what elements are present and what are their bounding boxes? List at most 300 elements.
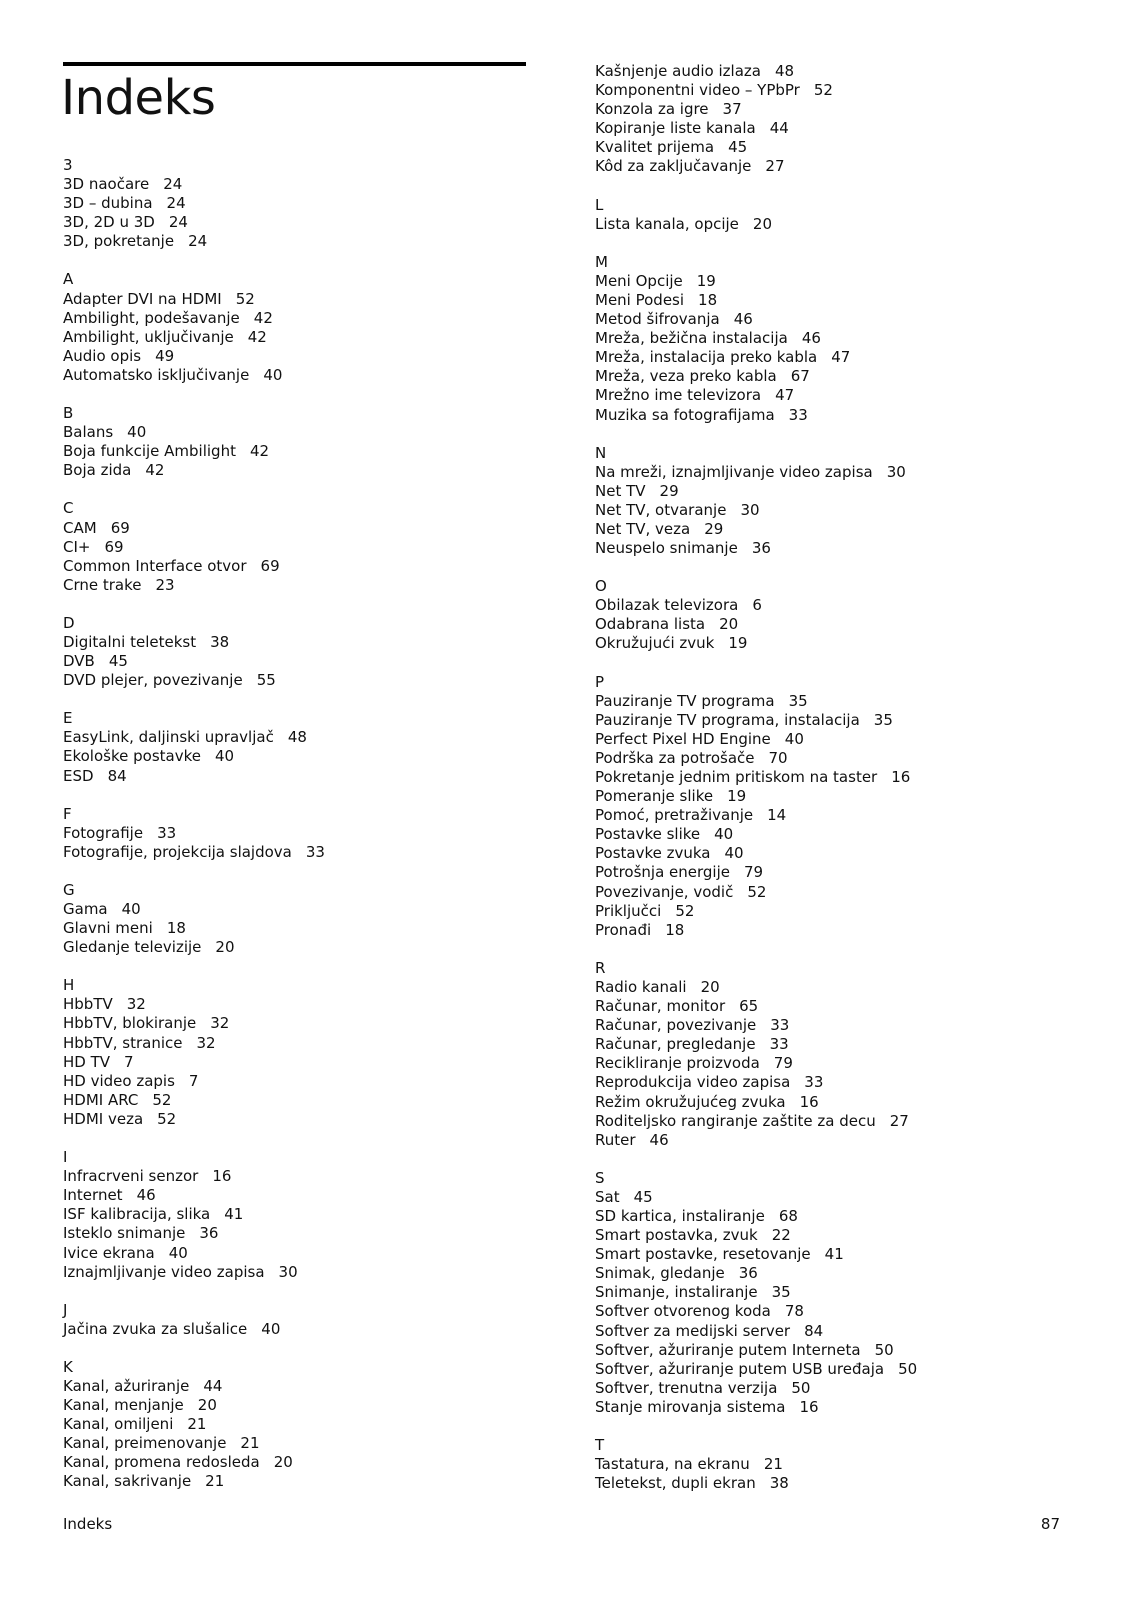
section-letter: E: [63, 709, 73, 728]
entry-term: Recikliranje proizvoda: [595, 1054, 760, 1073]
entry-term: 3D naočare: [63, 175, 150, 194]
entry-term: Gledanje televizije: [63, 938, 202, 957]
entry-page-number: 70: [768, 748, 788, 767]
entry-term: Komponentni video – YPbPr: [595, 81, 800, 100]
entry-page-number: 45: [728, 138, 748, 157]
page-number: 87: [1040, 1515, 1060, 1533]
entry-term: Postavke slike: [595, 825, 701, 844]
section-letter: M: [595, 252, 608, 271]
index-entry[interactable]: [63, 1377, 533, 1396]
entry-page-number: 20: [700, 977, 720, 996]
index-entry[interactable]: [63, 1453, 533, 1472]
entry-page-number: 20: [273, 1453, 293, 1472]
index-entry[interactable]: [63, 1434, 533, 1453]
entry-page-number: 40: [127, 423, 147, 442]
entry-page-number: 32: [210, 1014, 230, 1033]
index-section: [63, 499, 533, 594]
index-entry[interactable]: [595, 844, 1115, 863]
index-section: [63, 805, 533, 862]
entry-page-number: 18: [665, 920, 685, 939]
index-entry[interactable]: [595, 119, 1115, 138]
entry-term: 3D, 2D u 3D: [63, 213, 155, 232]
entry-page-number: 20: [752, 214, 772, 233]
entry-term: DVD plejer, povezivanje: [63, 671, 243, 690]
entry-term: Meni Podesi: [595, 290, 685, 309]
entry-page-number: 20: [215, 938, 235, 957]
entry-page-number: 50: [898, 1359, 918, 1378]
index-entry[interactable]: [63, 1263, 533, 1282]
section-letter: 3: [63, 156, 73, 174]
index-entry[interactable]: [595, 406, 1115, 425]
entry-term: Crne trake: [63, 575, 142, 594]
index-entry[interactable]: [595, 596, 1115, 615]
entry-term: CAM: [63, 518, 97, 537]
index-entry[interactable]: [63, 671, 533, 690]
entry-term: Ivice ekrana: [63, 1243, 155, 1262]
index-entry[interactable]: [595, 1360, 1115, 1379]
entry-page-number: 38: [769, 1474, 789, 1493]
index-entry[interactable]: [595, 157, 1115, 176]
entry-page-number: 16: [799, 1397, 819, 1416]
index-section: [63, 976, 533, 1129]
index-entry[interactable]: [595, 310, 1115, 329]
index-entry[interactable]: [595, 367, 1115, 386]
entry-page-number: 27: [889, 1111, 909, 1130]
entry-term: Kopiranje liste kanala: [595, 119, 756, 138]
section-letter: L: [595, 195, 604, 214]
entry-term: Ambilight, podešavanje: [63, 308, 240, 327]
index-entry[interactable]: [63, 747, 533, 766]
entry-term: Obilazak televizora: [595, 596, 739, 615]
index-entry[interactable]: [63, 1014, 533, 1033]
index-entry[interactable]: [63, 919, 533, 938]
entry-page-number: 33: [804, 1073, 824, 1092]
index-entry[interactable]: [63, 1053, 533, 1072]
entry-page-number: 20: [719, 615, 739, 634]
index-entry[interactable]: [63, 1205, 533, 1224]
entry-page-number: 30: [740, 500, 760, 519]
index-entry[interactable]: [595, 1264, 1115, 1283]
entry-term: Kanal, menjanje: [63, 1396, 184, 1415]
entry-term: Podrška za potrošače: [595, 748, 755, 767]
entry-term: Radio kanali: [595, 977, 687, 996]
entry-term: Ruter: [595, 1130, 636, 1149]
index-entry[interactable]: [63, 366, 533, 385]
index-entry[interactable]: [595, 1188, 1115, 1207]
index-entry[interactable]: [63, 213, 533, 232]
entry-page-number: 23: [155, 575, 175, 594]
index-entry[interactable]: [595, 272, 1115, 291]
entry-term: Kanal, sakrivanje: [63, 1472, 192, 1491]
entry-term: Jačina zvuka za slušalice: [63, 1319, 248, 1338]
entry-page-number: 84: [804, 1321, 824, 1340]
index-section: [595, 196, 1115, 234]
entry-term: Na mreži, iznajmljivanje video zapisa: [595, 462, 873, 481]
index-entry[interactable]: [63, 175, 533, 194]
entry-page-number: 24: [168, 213, 188, 232]
entry-page-number: 33: [305, 842, 325, 861]
entry-term: Konzola za igre: [595, 100, 709, 119]
entry-page-number: 38: [210, 632, 230, 651]
entry-term: Računar, pregledanje: [595, 1035, 756, 1054]
entry-term: Boja funkcije Ambilight: [63, 442, 236, 461]
entry-page-number: 52: [157, 1109, 177, 1128]
index-entry[interactable]: [595, 1474, 1115, 1493]
index-section: [63, 404, 533, 480]
entry-term: HDMI veza: [63, 1109, 144, 1128]
entry-term: Potrošnja energije: [595, 863, 730, 882]
entry-term: Snimak, gledanje: [595, 1264, 725, 1283]
entry-term: Metod šifrovanja: [595, 310, 720, 329]
entry-page-number: 48: [774, 62, 795, 80]
entry-page-number: 36: [738, 1264, 758, 1283]
entry-term: Net TV: [595, 481, 646, 500]
entry-term: Internet: [63, 1186, 123, 1205]
entry-term: Fotografije: [63, 823, 144, 842]
index-entry[interactable]: [63, 1320, 533, 1339]
section-letter: T: [595, 1436, 605, 1454]
entry-term: Mrežno ime televizora: [595, 386, 762, 405]
entry-page-number: 35: [788, 691, 808, 710]
section-letter: R: [595, 958, 606, 977]
entry-page-number: 24: [163, 175, 183, 194]
entry-term: Softver, trenutna verzija: [595, 1378, 778, 1397]
entry-term: Pomoć, pretraživanje: [595, 806, 754, 825]
index-entry[interactable]: [63, 900, 533, 919]
index-entry[interactable]: [63, 728, 533, 747]
entry-page-number: 41: [224, 1205, 244, 1224]
index-entry[interactable]: [63, 824, 533, 843]
entry-page-number: 42: [145, 461, 165, 480]
entry-page-number: 69: [110, 518, 130, 537]
index-entry[interactable]: [595, 1073, 1115, 1092]
entry-page-number: 46: [649, 1130, 669, 1149]
entry-term: Ambilight, uključivanje: [63, 327, 234, 346]
index-entry[interactable]: [595, 1016, 1115, 1035]
index-entry[interactable]: [595, 520, 1115, 539]
index-entry[interactable]: [595, 1093, 1115, 1112]
entry-page-number: 52: [152, 1090, 172, 1109]
entry-term: Softver, ažuriranje putem USB uređaja: [595, 1359, 885, 1378]
entry-page-number: 36: [199, 1224, 219, 1243]
index-entry[interactable]: [63, 442, 533, 461]
entry-term: Adapter DVI na HDMI: [63, 289, 222, 308]
index-entry[interactable]: [63, 1186, 533, 1205]
index-entry[interactable]: [595, 1398, 1115, 1417]
index-entry[interactable]: [595, 1245, 1115, 1264]
entry-page-number: 78: [784, 1302, 804, 1321]
entry-term: CI+: [63, 537, 91, 556]
index-entry[interactable]: [63, 1110, 533, 1129]
index-entry[interactable]: [595, 100, 1115, 119]
entry-page-number: 48: [287, 728, 307, 747]
entry-term: Teletekst, dupli ekran: [595, 1474, 756, 1493]
index-entry[interactable]: [63, 1396, 533, 1415]
index-entry[interactable]: [63, 1167, 533, 1186]
entry-page-number: 32: [126, 995, 146, 1014]
index-entry[interactable]: [63, 652, 533, 671]
index-entry[interactable]: [595, 463, 1115, 482]
entry-page-number: 21: [187, 1415, 207, 1434]
section-letter: A: [63, 270, 74, 289]
entry-term: Softver otvorenog koda: [595, 1302, 771, 1321]
entry-term: Gama: [63, 900, 108, 918]
index-entry[interactable]: [595, 863, 1115, 882]
section-letter: P: [595, 672, 605, 691]
entry-term: Postavke zvuka: [595, 844, 711, 863]
index-entry[interactable]: [595, 921, 1115, 940]
index-entry[interactable]: [595, 482, 1115, 501]
entry-term: Ekološke postavke: [63, 747, 201, 766]
entry-page-number: 44: [203, 1376, 223, 1395]
index-section: [595, 959, 1115, 1150]
entry-page-number: 18: [698, 290, 718, 309]
entry-page-number: 50: [874, 1340, 894, 1359]
index-entry[interactable]: [595, 787, 1115, 806]
entry-page-number: 27: [765, 157, 785, 176]
entry-term: Perfect Pixel HD Engine: [595, 729, 771, 748]
index-entry[interactable]: [595, 81, 1115, 100]
index-entry[interactable]: [595, 806, 1115, 825]
section-letter: J: [63, 1300, 68, 1319]
entry-page-number: 29: [659, 481, 679, 500]
index-entry[interactable]: [595, 615, 1115, 634]
index-section: [63, 1301, 533, 1339]
index-entry[interactable]: [595, 291, 1115, 310]
entry-term: Kanal, omiljeni: [63, 1415, 174, 1434]
index-entry[interactable]: [595, 711, 1115, 730]
entry-term: Sat: [595, 1187, 620, 1206]
index-entry[interactable]: [595, 1283, 1115, 1302]
entry-page-number: 7: [188, 1071, 199, 1090]
entry-term: Odabrana lista: [595, 615, 706, 634]
index-entry[interactable]: [595, 1226, 1115, 1245]
index-entry[interactable]: [595, 749, 1115, 768]
entry-term: Mreža, instalacija preko kabla: [595, 348, 818, 367]
index-section: [63, 1358, 533, 1492]
entry-page-number: 49: [155, 346, 175, 365]
index-entry[interactable]: [63, 232, 533, 251]
index-entry[interactable]: [63, 576, 533, 595]
entry-page-number: 47: [831, 348, 851, 367]
index-section: [63, 156, 533, 251]
index-column-left: [63, 156, 533, 1511]
index-entry[interactable]: [595, 348, 1115, 367]
entry-term: Pronađi: [595, 920, 652, 939]
entry-page-number: 29: [704, 519, 724, 538]
index-entry[interactable]: [63, 1472, 533, 1491]
index-entry[interactable]: [595, 1322, 1115, 1341]
entry-page-number: 30: [886, 462, 906, 481]
entry-page-number: 40: [168, 1243, 188, 1262]
index-entry[interactable]: [63, 938, 533, 957]
entry-term: Mreža, bežična instalacija: [595, 329, 788, 348]
entry-page-number: 22: [771, 1226, 791, 1245]
entry-page-number: 20: [197, 1396, 217, 1415]
entry-page-number: 40: [724, 844, 744, 863]
index-entry[interactable]: [595, 768, 1115, 787]
entry-page-number: 52: [235, 289, 255, 308]
entry-page-number: 47: [775, 386, 795, 405]
entry-term: HDMI ARC: [63, 1090, 139, 1109]
entry-page-number: 36: [751, 539, 771, 558]
index-entry[interactable]: [63, 461, 533, 480]
index-entry[interactable]: [63, 347, 533, 366]
entry-page-number: 21: [205, 1472, 225, 1491]
index-entry[interactable]: [63, 423, 533, 442]
entry-term: Tastatura, na ekranu: [595, 1455, 750, 1474]
entry-term: Snimanje, instaliranje: [595, 1283, 758, 1302]
entry-page-number: 50: [791, 1378, 811, 1397]
entry-term: DVB: [63, 652, 95, 671]
entry-term: Kanal, preimenovanje: [63, 1434, 227, 1453]
index-entry[interactable]: [63, 1244, 533, 1263]
index-entry[interactable]: [595, 138, 1115, 157]
entry-page-number: 32: [196, 1033, 216, 1052]
entry-term: HD TV: [63, 1052, 111, 1071]
entry-term: Režim okružujućeg zvuka: [595, 1092, 786, 1111]
index-entry[interactable]: [63, 843, 533, 862]
entry-page-number: 40: [714, 825, 734, 844]
entry-term: Iznajmljivanje video zapisa: [63, 1262, 265, 1281]
entry-term: Audio opis: [63, 346, 142, 365]
entry-term: EasyLink, daljinski upravljač: [63, 728, 274, 747]
index-entry[interactable]: [595, 1455, 1115, 1474]
index-entry[interactable]: [63, 1034, 533, 1053]
entry-page-number: 46: [136, 1186, 156, 1205]
entry-term: ESD: [63, 766, 94, 785]
index-entry[interactable]: [63, 194, 533, 213]
section-letter: K: [63, 1357, 73, 1376]
entry-page-number: 42: [253, 308, 273, 327]
index-entry[interactable]: [595, 386, 1115, 405]
index-section: [595, 444, 1115, 559]
entry-term: Automatsko isključivanje: [63, 365, 250, 384]
entry-page-number: 19: [696, 271, 716, 290]
index-entry[interactable]: [63, 1072, 533, 1091]
index-entry[interactable]: [595, 978, 1115, 997]
index-entry[interactable]: [595, 1341, 1115, 1360]
index-entry[interactable]: [63, 519, 533, 538]
entry-term: Povezivanje, vodič: [595, 882, 734, 901]
entry-page-number: 18: [166, 919, 186, 938]
entry-term: Boja zida: [63, 461, 132, 480]
index-entry[interactable]: [595, 1035, 1115, 1054]
index-section: [63, 1148, 533, 1282]
entry-term: Lista kanala, opcije: [595, 214, 739, 233]
entry-page-number: 40: [214, 747, 235, 766]
entry-term: HbbTV, blokiranje: [63, 1014, 197, 1033]
entry-term: Infracrveni senzor: [63, 1167, 199, 1186]
entry-page-number: 42: [249, 442, 270, 461]
index-entry[interactable]: [595, 825, 1115, 844]
index-entry[interactable]: [63, 538, 533, 557]
index-entry[interactable]: [595, 539, 1115, 558]
entry-page-number: 7: [124, 1052, 134, 1071]
entry-page-number: 24: [166, 194, 186, 213]
index-entry[interactable]: [63, 995, 533, 1014]
index-entry[interactable]: [595, 329, 1115, 348]
entry-page-number: 46: [733, 310, 753, 329]
entry-term: ISF kalibracija, slika: [63, 1205, 211, 1224]
index-entry[interactable]: [595, 1112, 1115, 1131]
index-entry[interactable]: [595, 692, 1115, 711]
entry-page-number: 35: [771, 1283, 791, 1302]
index-entry[interactable]: [595, 883, 1115, 902]
index-entry[interactable]: [595, 1379, 1115, 1398]
entry-page-number: 33: [769, 1035, 789, 1054]
section-letter: D: [63, 613, 75, 632]
index-entry[interactable]: [595, 1302, 1115, 1321]
entry-term: 3D, pokretanje: [63, 232, 175, 251]
page-title: Indeks: [61, 70, 216, 126]
index-entry[interactable]: [595, 62, 1115, 81]
entry-page-number: 46: [801, 329, 821, 348]
entry-page-number: 40: [784, 729, 804, 748]
entry-page-number: 16: [212, 1167, 232, 1186]
entry-term: 3D – dubina: [63, 194, 153, 213]
entry-page-number: 40: [121, 900, 141, 918]
index-entry[interactable]: [595, 902, 1115, 921]
index-entry[interactable]: [595, 215, 1115, 234]
section-letter: O: [595, 577, 607, 596]
index-entry[interactable]: [63, 328, 533, 347]
entry-page-number: 37: [722, 100, 742, 119]
entry-term: SD kartica, instaliranje: [595, 1206, 765, 1225]
index-entry[interactable]: [595, 1054, 1115, 1073]
index-entry[interactable]: [63, 767, 533, 786]
entry-term: Kôd za zaključavanje: [595, 157, 752, 176]
entry-term: Računar, povezivanje: [595, 1016, 757, 1035]
index-section: [595, 1436, 1115, 1493]
entry-term: Pauziranje TV programa, instalacija: [595, 710, 860, 729]
index-entry[interactable]: [63, 557, 533, 576]
entry-page-number: 33: [788, 405, 808, 424]
index-entry[interactable]: [63, 633, 533, 652]
index-entry[interactable]: [63, 1415, 533, 1434]
section-letter: B: [63, 404, 74, 423]
section-letter: H: [63, 976, 75, 995]
section-letter: I: [63, 1148, 68, 1167]
index-section: [595, 577, 1115, 653]
index-entry[interactable]: [595, 730, 1115, 749]
index-entry[interactable]: [63, 309, 533, 328]
index-entry[interactable]: [595, 1207, 1115, 1226]
entry-term: Fotografije, projekcija slajdova: [63, 842, 292, 861]
entry-term: Digitalni teletekst: [63, 632, 197, 651]
entry-page-number: 55: [256, 671, 276, 690]
index-entry[interactable]: [595, 501, 1115, 520]
entry-term: Meni Opcije: [595, 271, 683, 290]
index-entry[interactable]: [595, 1131, 1115, 1150]
entry-term: Reprodukcija video zapisa: [595, 1073, 791, 1092]
title-rule: [63, 62, 526, 66]
index-entry[interactable]: [63, 1091, 533, 1110]
entry-term: Roditeljsko rangiranje zaštite za decu: [595, 1111, 876, 1130]
index-entry[interactable]: [595, 997, 1115, 1016]
entry-page-number: 42: [247, 327, 267, 346]
index-entry[interactable]: [595, 634, 1115, 653]
index-entry[interactable]: [63, 290, 533, 309]
index-section: [595, 253, 1115, 425]
entry-term: Softver, ažuriranje putem Interneta: [595, 1340, 861, 1359]
entry-term: Kvalitet prijema: [595, 138, 715, 157]
entry-page-number: 19: [728, 634, 748, 653]
index-section: [595, 62, 1115, 177]
entry-term: Mreža, veza preko kabla: [595, 367, 777, 386]
index-entry[interactable]: [63, 1224, 533, 1243]
entry-page-number: 35: [873, 710, 893, 729]
